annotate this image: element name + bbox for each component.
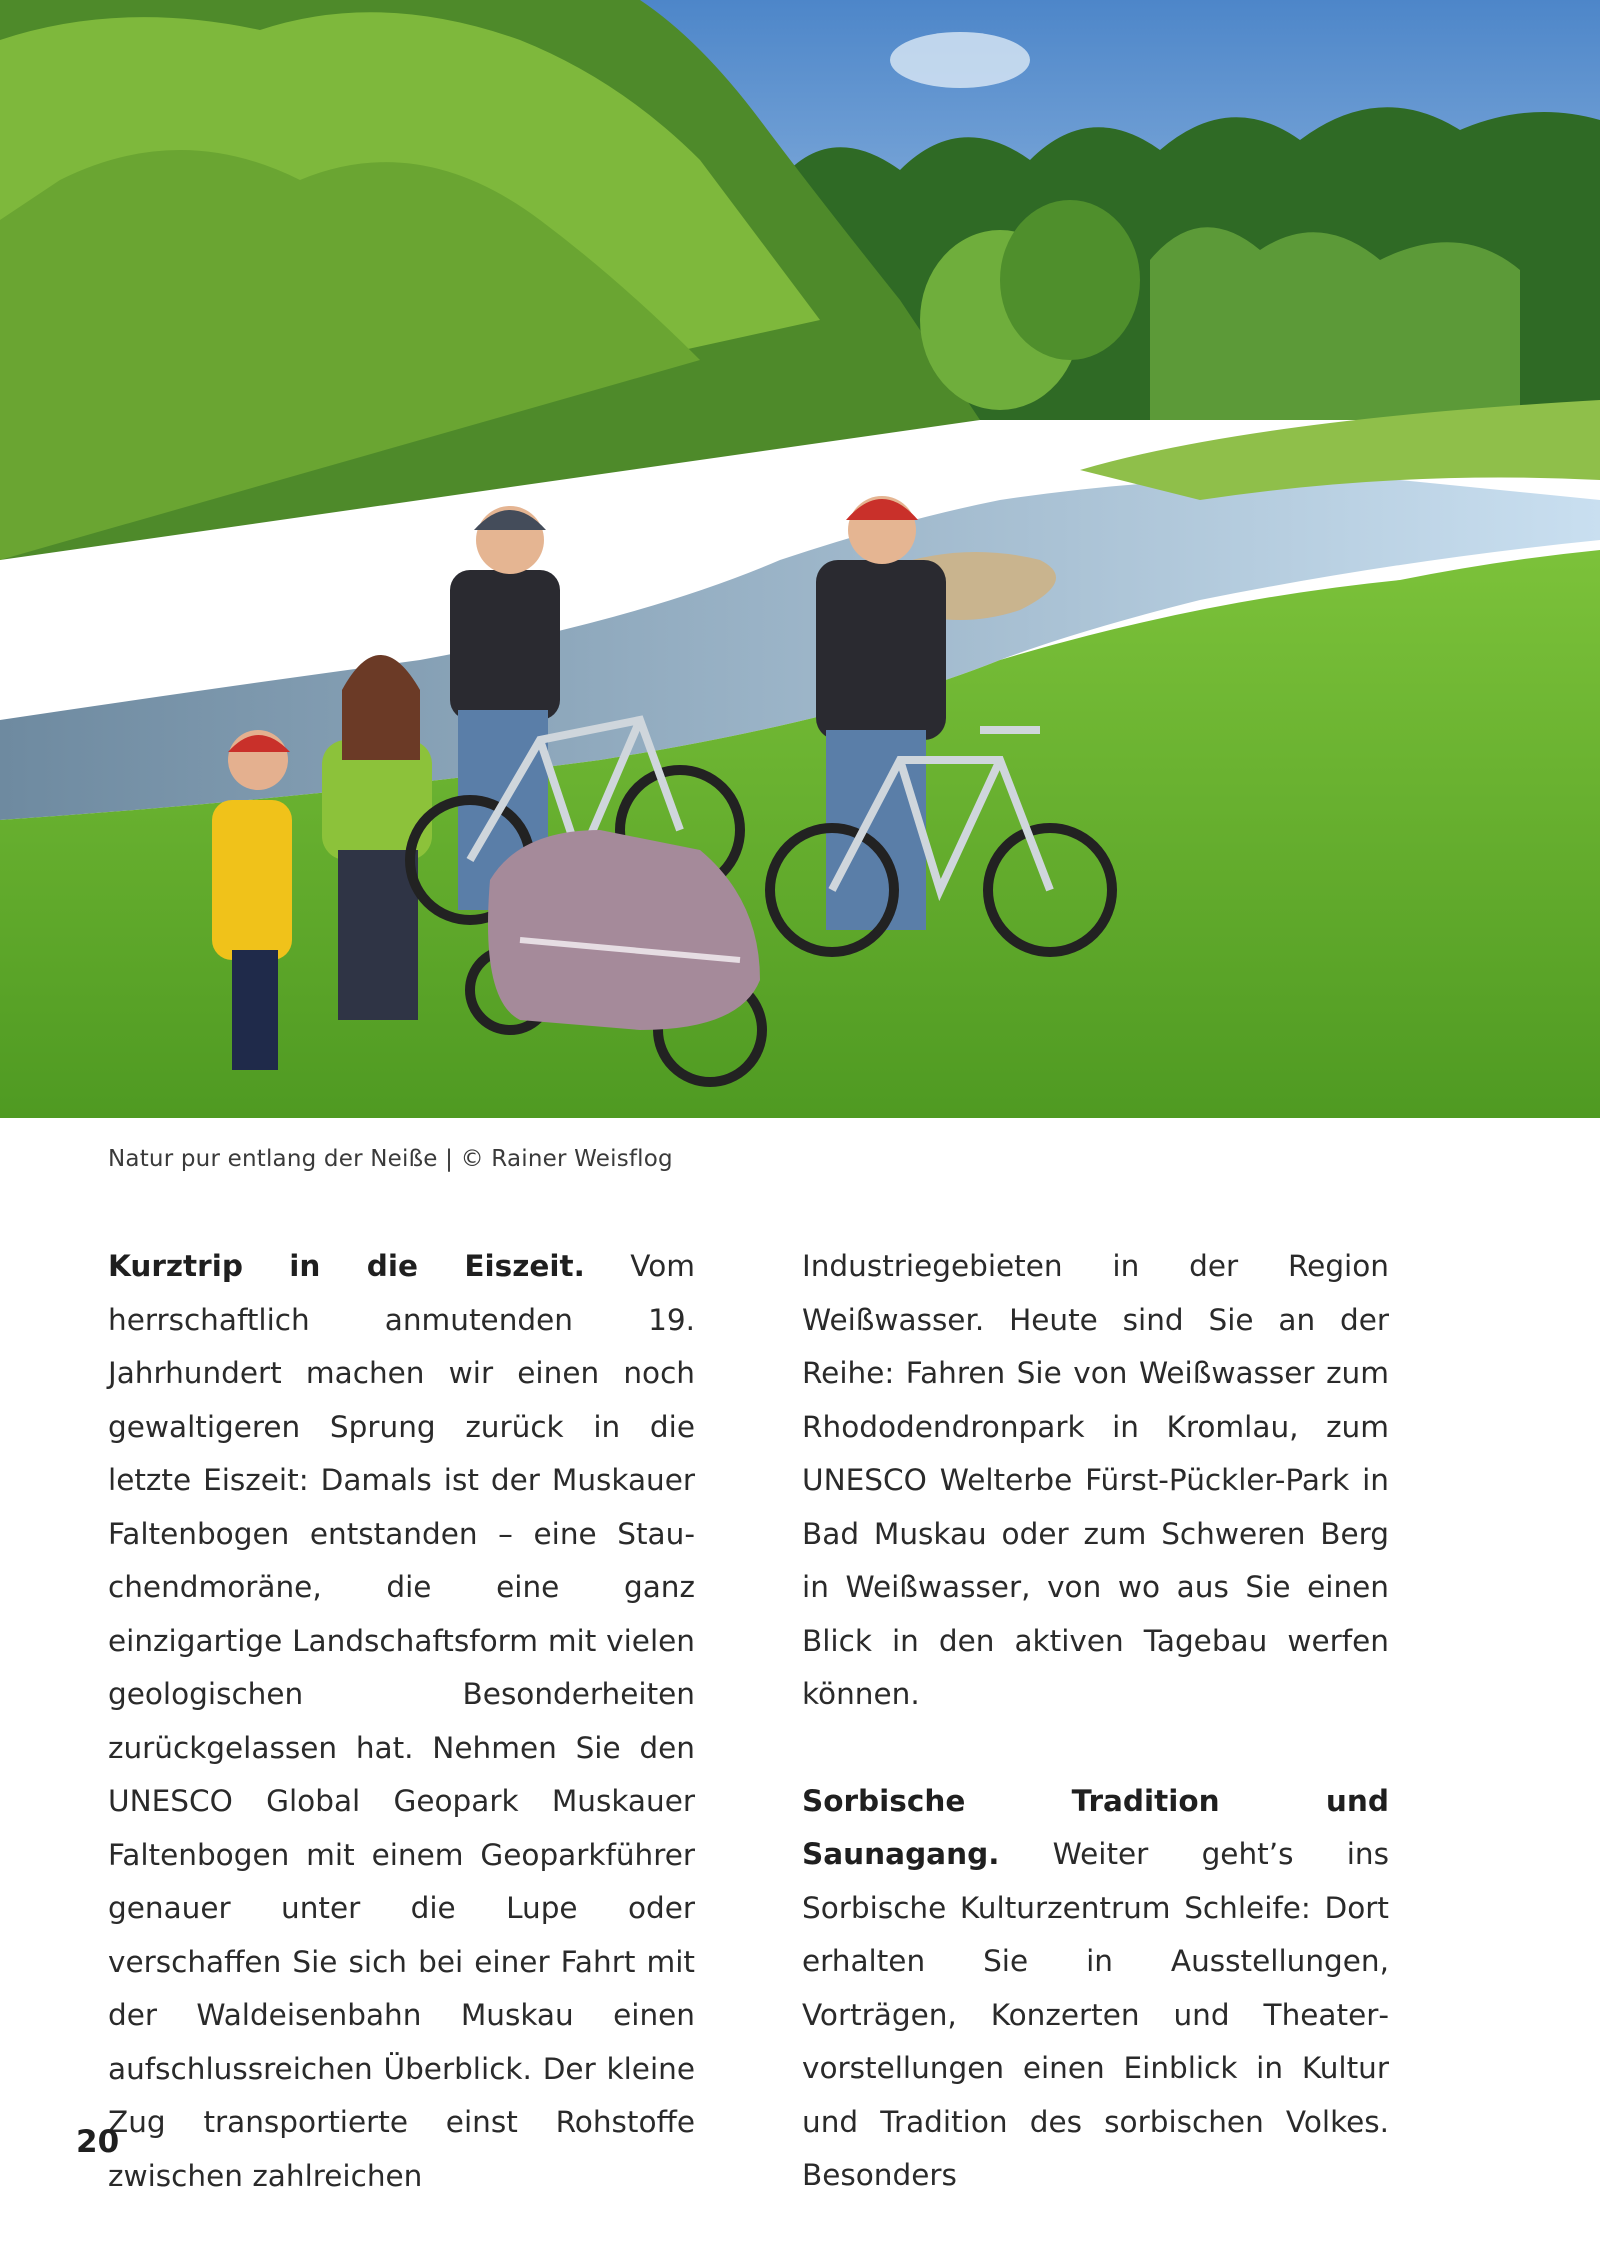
page-number: 20 bbox=[76, 2124, 120, 2160]
paragraph-body-eiszeit: Vom herrschaftlich anmutenden 19. Jahrhundert machen wir einen noch gewaltigeren Sprung zurück in die letzte Eiszeit: Damals ist der Muskauer Faltenbogen entstanden – eine Stauchendmoräne, die eine ganz einzigartige Landschaftsform mit vielen geologischen Besonderheiten zurückgelassen hat. Nehmen Sie den UNESCO Global Geopark Muskauer Faltenbogen mit einem Geoparkführer genauer unter die Lupe oder verschaffen Sie sich bei einer Fahrt mit der Waldeisenbahn Muskau einen aufschlussreichen Überblick. Der kleine Zug transportierte einst Rohstoffe zwischen zahlreichen bbox=[108, 1249, 695, 2193]
paragraph-sorbische-tradition bbox=[802, 1775, 1389, 2203]
paragraph-body-sorbische-tradition: Weiter geht’s ins Sorbische Kulturzentrum Schleife: Dort erhalten Sie in Ausstellungen, Vorträgen, Konzerten und Theatervorstellungen einen Einblick in Kultur und Tradition des sorbischen Volkes. Besonders bbox=[802, 1837, 1389, 2192]
paragraph-lead-eiszeit: Kurztrip in die Eiszeit. bbox=[108, 1249, 585, 1283]
photo-caption: Natur pur entlang der Neiße | © Rainer Weisflog bbox=[108, 1146, 673, 1172]
paragraph-industriegebiete: Industriegebieten in der Region Weißwasser. Heute sind Sie an der Reihe: Fahren Sie von Weißwasser zum Rhododendronpark in Kromlau, zum UNESCO Welterbe Fürst-Pückler-Park in Bad Muskau oder zum Schweren Berg in Weißwasser, von wo aus Sie einen Blick in den aktiven Tagebau werfen können. bbox=[802, 1249, 1389, 1711]
text-column-left bbox=[108, 1240, 695, 2203]
text-column-right bbox=[802, 1240, 1389, 2203]
paragraph-lead-sorbische-tradition: Sorbische Tradition und Saunagang. bbox=[802, 1783, 1389, 1871]
paragraph-eiszeit bbox=[108, 1240, 695, 2203]
family-cyclists-river-landscape-photo bbox=[0, 0, 1600, 1118]
